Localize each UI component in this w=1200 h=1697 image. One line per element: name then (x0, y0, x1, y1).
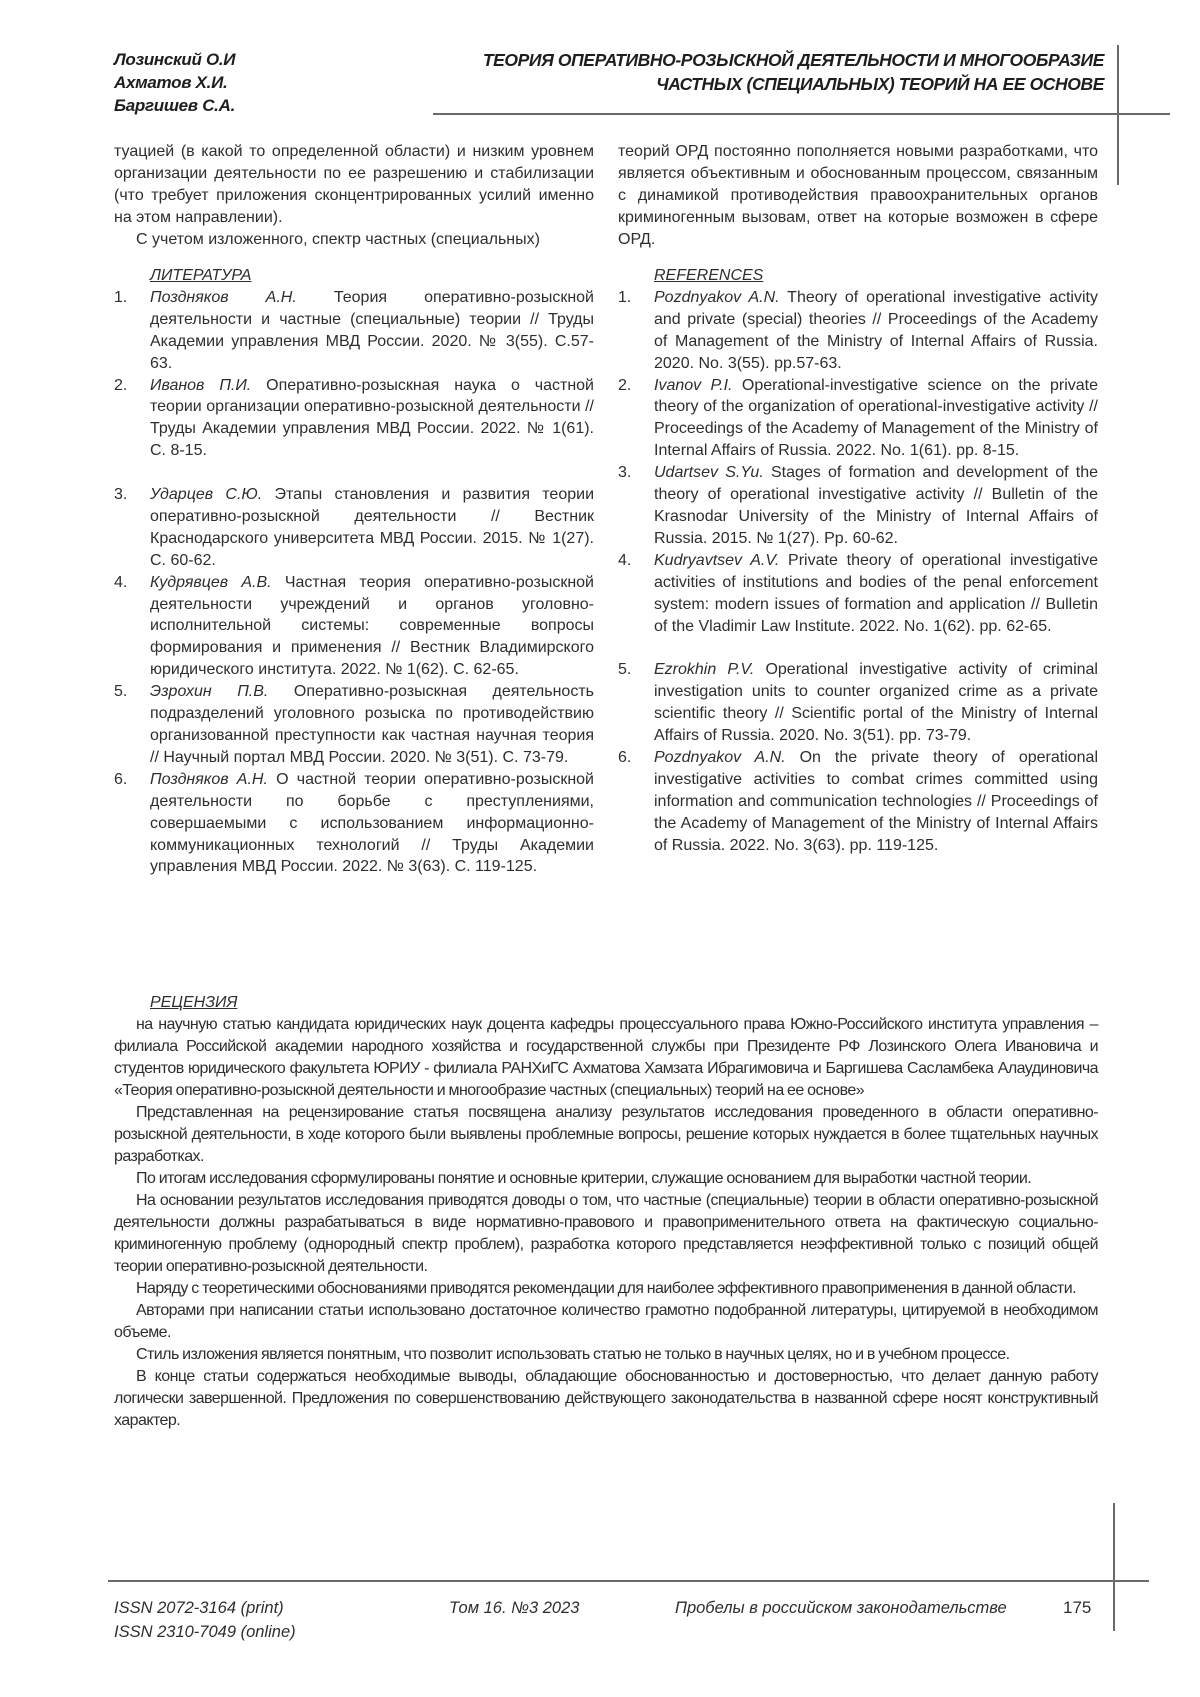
reference-text: Этапы становления и развития теории оперативно-розыскной деятельности // Вестник Краснодарского университета МВД России. 2015. № 1(27). С. 60-62. (150, 486, 594, 569)
article-title-line: ТЕОРИЯ ОПЕРАТИВНО-РОЗЫСКНОЙ ДЕЯТЕЛЬНОСТИ И МНОГООБРАЗИЕ (482, 50, 1104, 70)
reference-item (114, 681, 594, 769)
footer-volume: Том 16. №3 2023 (449, 1599, 580, 1617)
reference-author: Pozdnyakov A.N. (654, 288, 780, 306)
body-paragraph: теорий ОРД постоянно пополняется новыми разработками, что является объективным и обоснованным процессом, связанным с динамикой противодействия правоохранительных органов криминогенным вызовам, ответ на которые возможен в сфере ОРД. (618, 143, 1098, 248)
review-paragraph: В конце статьи содержаться необходимые выводы, обладающие обоснованностью и достоверностью, что делает данную работу логически завершенной. Предложения по совершенствованию действующего законодательства в названной сфере носят конструктивный характер. (114, 1368, 1098, 1429)
reference-item (618, 550, 1098, 638)
literature-heading: ЛИТЕРАТУРА (150, 267, 252, 284)
references-heading: REFERENCES (654, 267, 764, 284)
review-paragraph: Представленная на рецензирование статья посвящена анализу результатов исследования проведенного в области оперативно-розыскной деятельности, в ходе которого были выявлены проблемные вопросы, решение которых нуждается в более тщательных научных разработках. (114, 1104, 1098, 1165)
reference-number: 5. (618, 661, 632, 679)
review-paragraph: По итогам исследования сформулированы понятие и основные критерии, служащие основанием для выработки частной теории. (136, 1170, 1032, 1187)
reference-author: Ezrokhin P.V. (654, 661, 755, 679)
review-paragraph: На основании результатов исследования приводятся доводы о том, что частные (специальные) теории в области оперативно-розыскной деятельности должны разрабатываться в виде нормативно-правового и правоприменительного ответа на фактическую социально-криминогенную проблему (однородный спектр проблем), разработка которого представляется неэффективной только с позиций общей теории оперативно-розыскной деятельности. (114, 1192, 1098, 1275)
author-name: Лозинский О.И (114, 50, 236, 69)
reference-number: 2. (114, 376, 128, 394)
footer-journal: Пробелы в российском законодательстве (675, 1599, 1007, 1617)
reference-text: Теория оперативно-розыскной деятельности и частные (специальные) теории // Труды Академии управления МВД России. 2020. № 3(55). С.57-63. (150, 288, 594, 372)
footer-vertical-rule (1113, 1503, 1115, 1631)
reference-text: Theory of operational investigative activity and private (special) theories // Proceedings of the Academy of Management of the Ministry of Internal Affairs of Russia. 2020. No. 3(55). pp.57-63. (654, 288, 1098, 372)
reference-number: 3. (618, 464, 632, 482)
footer-issn (114, 1596, 296, 1644)
page-number: 175 (1063, 1598, 1092, 1617)
body-paragraph: туацией (в какой то определенной области) и низким уровнем организации деятельности по ее разрешению и стабилизации (что требует приложения сконцентрированных усилий именно на этом направлении). (114, 143, 594, 226)
spacer (114, 462, 594, 484)
reference-item (618, 462, 1098, 550)
authors (114, 48, 235, 117)
reference-number: 2. (618, 376, 632, 394)
reference-author: Поздняков А.Н. (150, 288, 297, 306)
reference-number: 4. (618, 551, 632, 569)
reference-text: О частной теории оперативно-розыскной деятельности по борьбе с преступлениями, совершаемыми с использованием информационно-коммуникационных технологий // Труды Академии управления МВД России. 2022. № 3(63). С. 119-125. (150, 770, 594, 876)
reference-text: Оперативно-розыскная деятельность подразделений уголовного розыска по противодействию организованной преступности как частная научная теория // Научный портал МВД России. 2020. № 3(51). С. 73-79. (150, 683, 594, 766)
reference-text: Оперативно-розыскная наука о частной теории организации оперативно-розыскной деятельности // Труды Академии управления МВД России. 2022. № 1(61). С. 8-15. (150, 376, 594, 460)
reference-author: Kudryavtsev A.V. (654, 551, 780, 569)
reference-author: Кудрявцев А.В. (150, 573, 272, 591)
reference-item (114, 375, 594, 463)
body-paragraph: С учетом изложенного, спектр частных (специальных) (136, 230, 540, 248)
reference-text: Частная теория оперативно-розыскной деятельности учреждений и органов уголовно-исполнительной системы: современные вопросы формирования и применения // Вестник Владимирского юридического института. 2022. № 1(62). С. 62-65. (150, 573, 594, 679)
reference-number: 6. (114, 770, 128, 788)
reference-item (114, 572, 594, 682)
article-title-line: ЧАСТНЫХ (СПЕЦИАЛЬНЫХ) ТЕОРИЙ НА ЕЕ ОСНОВЕ (656, 74, 1104, 94)
reference-author: Иванов П.И. (150, 376, 252, 394)
reference-item (618, 747, 1098, 857)
reference-text: Stages of formation and development of the theory of operational investigative activity // Bulletin of the Krasnodar University of the Ministry of Internal Affairs of Russia. 2015. № 1(27). Pp. 60-62. (654, 464, 1098, 547)
reference-number: 4. (114, 573, 128, 591)
reference-number: 6. (618, 748, 632, 766)
reference-author: Ударцев С.Ю. (150, 486, 263, 504)
review-heading: РЕЦЕНЗИЯ (150, 994, 238, 1011)
footer-rule (108, 1580, 1149, 1582)
reference-number: 3. (114, 486, 128, 504)
reference-author: Udartsev S.Yu. (654, 464, 764, 482)
reference-author: Поздняков А.Н. (150, 770, 268, 788)
reference-number: 1. (618, 288, 632, 306)
reference-author: Эзрохин П.В. (150, 683, 269, 701)
body-right-column (618, 141, 1098, 251)
reference-author: Ivanov P.I. (654, 376, 733, 394)
review-paragraph: Наряду с теоретическими обоснованиями приводятся рекомендации для наиболее эффективного правоприменения в данной области. (136, 1280, 1076, 1297)
article-title (424, 48, 1104, 96)
spacer (618, 637, 1098, 659)
reference-text: Operational investigative activity of criminal investigation units to counter organized crime as a private scientific theory // Scientific portal of the Ministry of Internal Affairs of Russia. 2020. No. 3(51). pp. 73-79. (654, 661, 1098, 745)
reference-item (618, 375, 1098, 463)
issn-print: ISSN 2072-3164 (print) (114, 1599, 284, 1617)
review-paragraph: Авторами при написании статьи использовано достаточное количество грамотно подобранной литературы, цитируемой в необходимом объеме. (114, 1302, 1098, 1341)
author-name: Баргишев С.А. (114, 96, 235, 115)
reference-item (114, 287, 594, 375)
issn-online: ISSN 2310-7049 (online) (114, 1623, 296, 1641)
reference-number: 5. (114, 683, 128, 701)
reference-number: 1. (114, 288, 128, 306)
reference-text: On the private theory of operational investigative activities to combat crimes committed using information and communication technologies // Proceedings of the Academy of Management of the Ministry of Internal Affairs of Russia. 2022. No. 3(63). pp. 119-125. (654, 748, 1099, 854)
review-section (114, 992, 1098, 1432)
reference-text: Operational-investigative science on the private theory of the organization of operational-investigative activity // Proceedings of the Academy of Management of the Ministry of Internal Affairs of Russia. 2022. No. 1(61). pp. 8-15. (654, 376, 1099, 460)
review-paragraph: на научную статью кандидата юридических наук доцента кафедры процессуального права Южно-Российского института управления – филиала Российской академии народного хозяйства и государственной службы при Президенте РФ Лозинского Олега Ивановича и студентов юридического факультета ЮРИУ - филиала РАНХиГС Ахматова Хамзата Ибрагимовича и Баргишева Сасламбека Алаудиновича «Теория оперативно-розыскной деятельности и многообразие частных (специальных) теорий на ее основе» (114, 1016, 1098, 1099)
reference-text: Private theory of operational investigative activities of institutions and bodies of the penal enforcement system: modern issues of formation and application // Bulletin of the Vladimir Law Institute. 2022. No. 1(62). pp. 62-65. (654, 551, 1099, 635)
reference-item (114, 769, 594, 879)
references-list (618, 287, 1098, 857)
body-left-column (114, 141, 594, 251)
literature-section (114, 265, 594, 878)
author-name: Ахматов Х.И. (114, 73, 228, 92)
reference-item (618, 659, 1098, 747)
literature-list (114, 287, 594, 878)
reference-item (114, 484, 594, 572)
reference-item (618, 287, 1098, 375)
header-vertical-rule (1117, 45, 1119, 185)
reference-author: Pozdnyakov A.N. (654, 748, 786, 766)
review-paragraph: Стиль изложения является понятным, что позволит использовать статью не только в научных целях, но и в учебном процессе. (136, 1346, 1010, 1363)
references-section (618, 265, 1098, 856)
header-rule (433, 113, 1170, 115)
